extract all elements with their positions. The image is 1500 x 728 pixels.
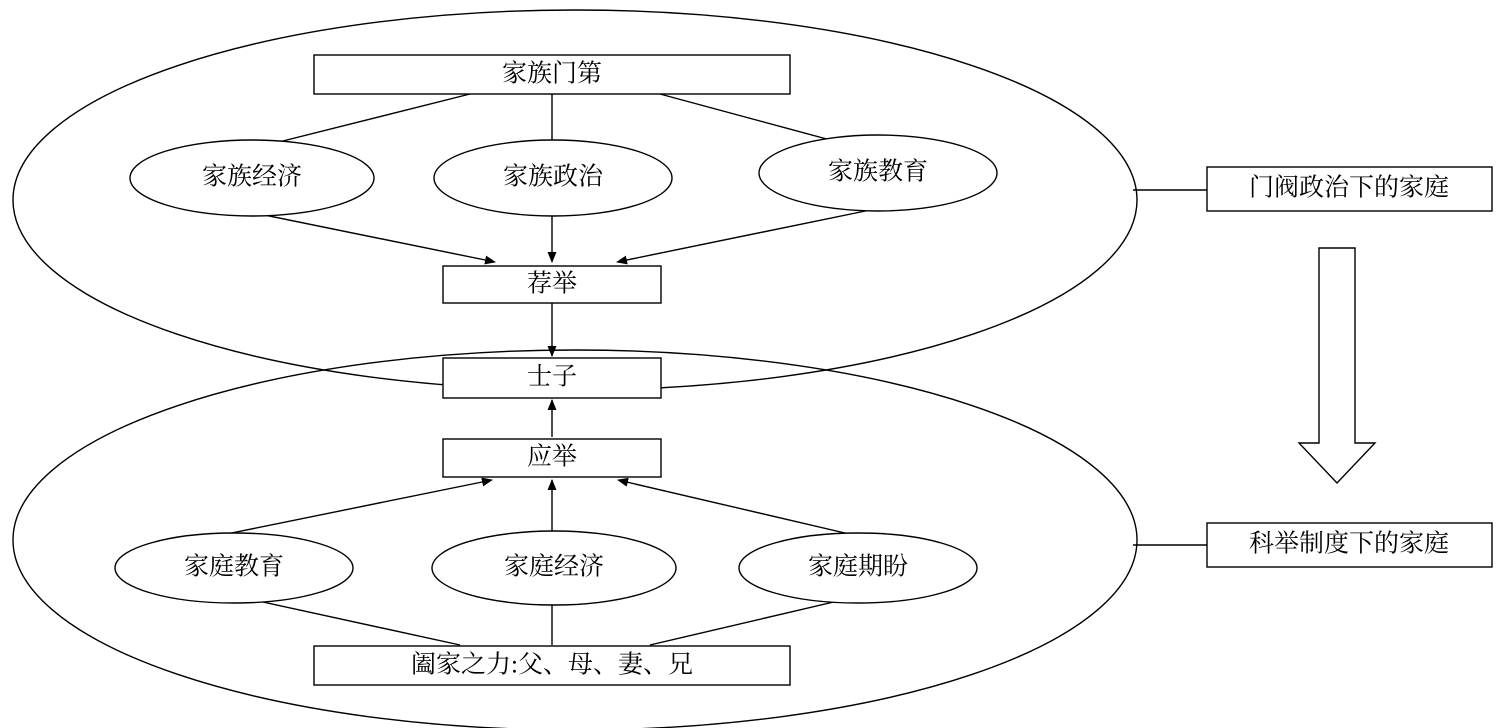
node-scholar-label: 士子 [526,363,578,391]
node-application-label: 应举 [526,443,578,471]
node-recommendation-label: 荐举 [526,270,578,298]
node-household-power[interactable] [314,646,790,685]
edge-household-to-family-hope [650,597,855,645]
node-scholar[interactable] [443,358,661,398]
node-family-education-label: 家族教育 [827,158,929,186]
edge-education-to-recommend [617,208,880,262]
caption-top-label: 门阀政治下的家庭 [1248,174,1450,202]
node-household-economy[interactable] [432,531,676,605]
node-family-economy[interactable] [130,140,374,216]
edge-root-to-economy [255,94,470,148]
node-application[interactable] [443,439,661,477]
caption-top[interactable] [1207,167,1492,211]
down-arrow-icon [1299,248,1375,483]
node-family-status-label: 家族门第 [501,60,603,88]
edge-family-education-to-apply [212,480,492,537]
node-family-politics-label: 家族政治 [502,163,604,191]
node-household-power-label: 阖家之力:父、母、妻、兄 [411,651,693,679]
node-family-politics[interactable] [434,140,672,216]
node-family-education[interactable] [759,135,997,211]
node-household-hope-label: 家庭期盼 [807,553,909,581]
node-recommendation[interactable] [443,266,661,303]
node-household-hope[interactable] [739,533,977,603]
node-household-education[interactable] [115,533,353,603]
node-household-education-label: 家庭教育 [183,553,285,581]
node-family-economy-label: 家族经济 [201,163,303,191]
node-household-economy-label: 家庭经济 [503,553,605,581]
caption-bottom-label: 科举制度下的家庭 [1248,530,1450,558]
caption-bottom[interactable] [1207,523,1492,567]
node-family-status[interactable] [314,55,790,94]
edge-household-to-family-education [240,597,460,645]
edge-family-hope-to-apply [618,480,862,537]
